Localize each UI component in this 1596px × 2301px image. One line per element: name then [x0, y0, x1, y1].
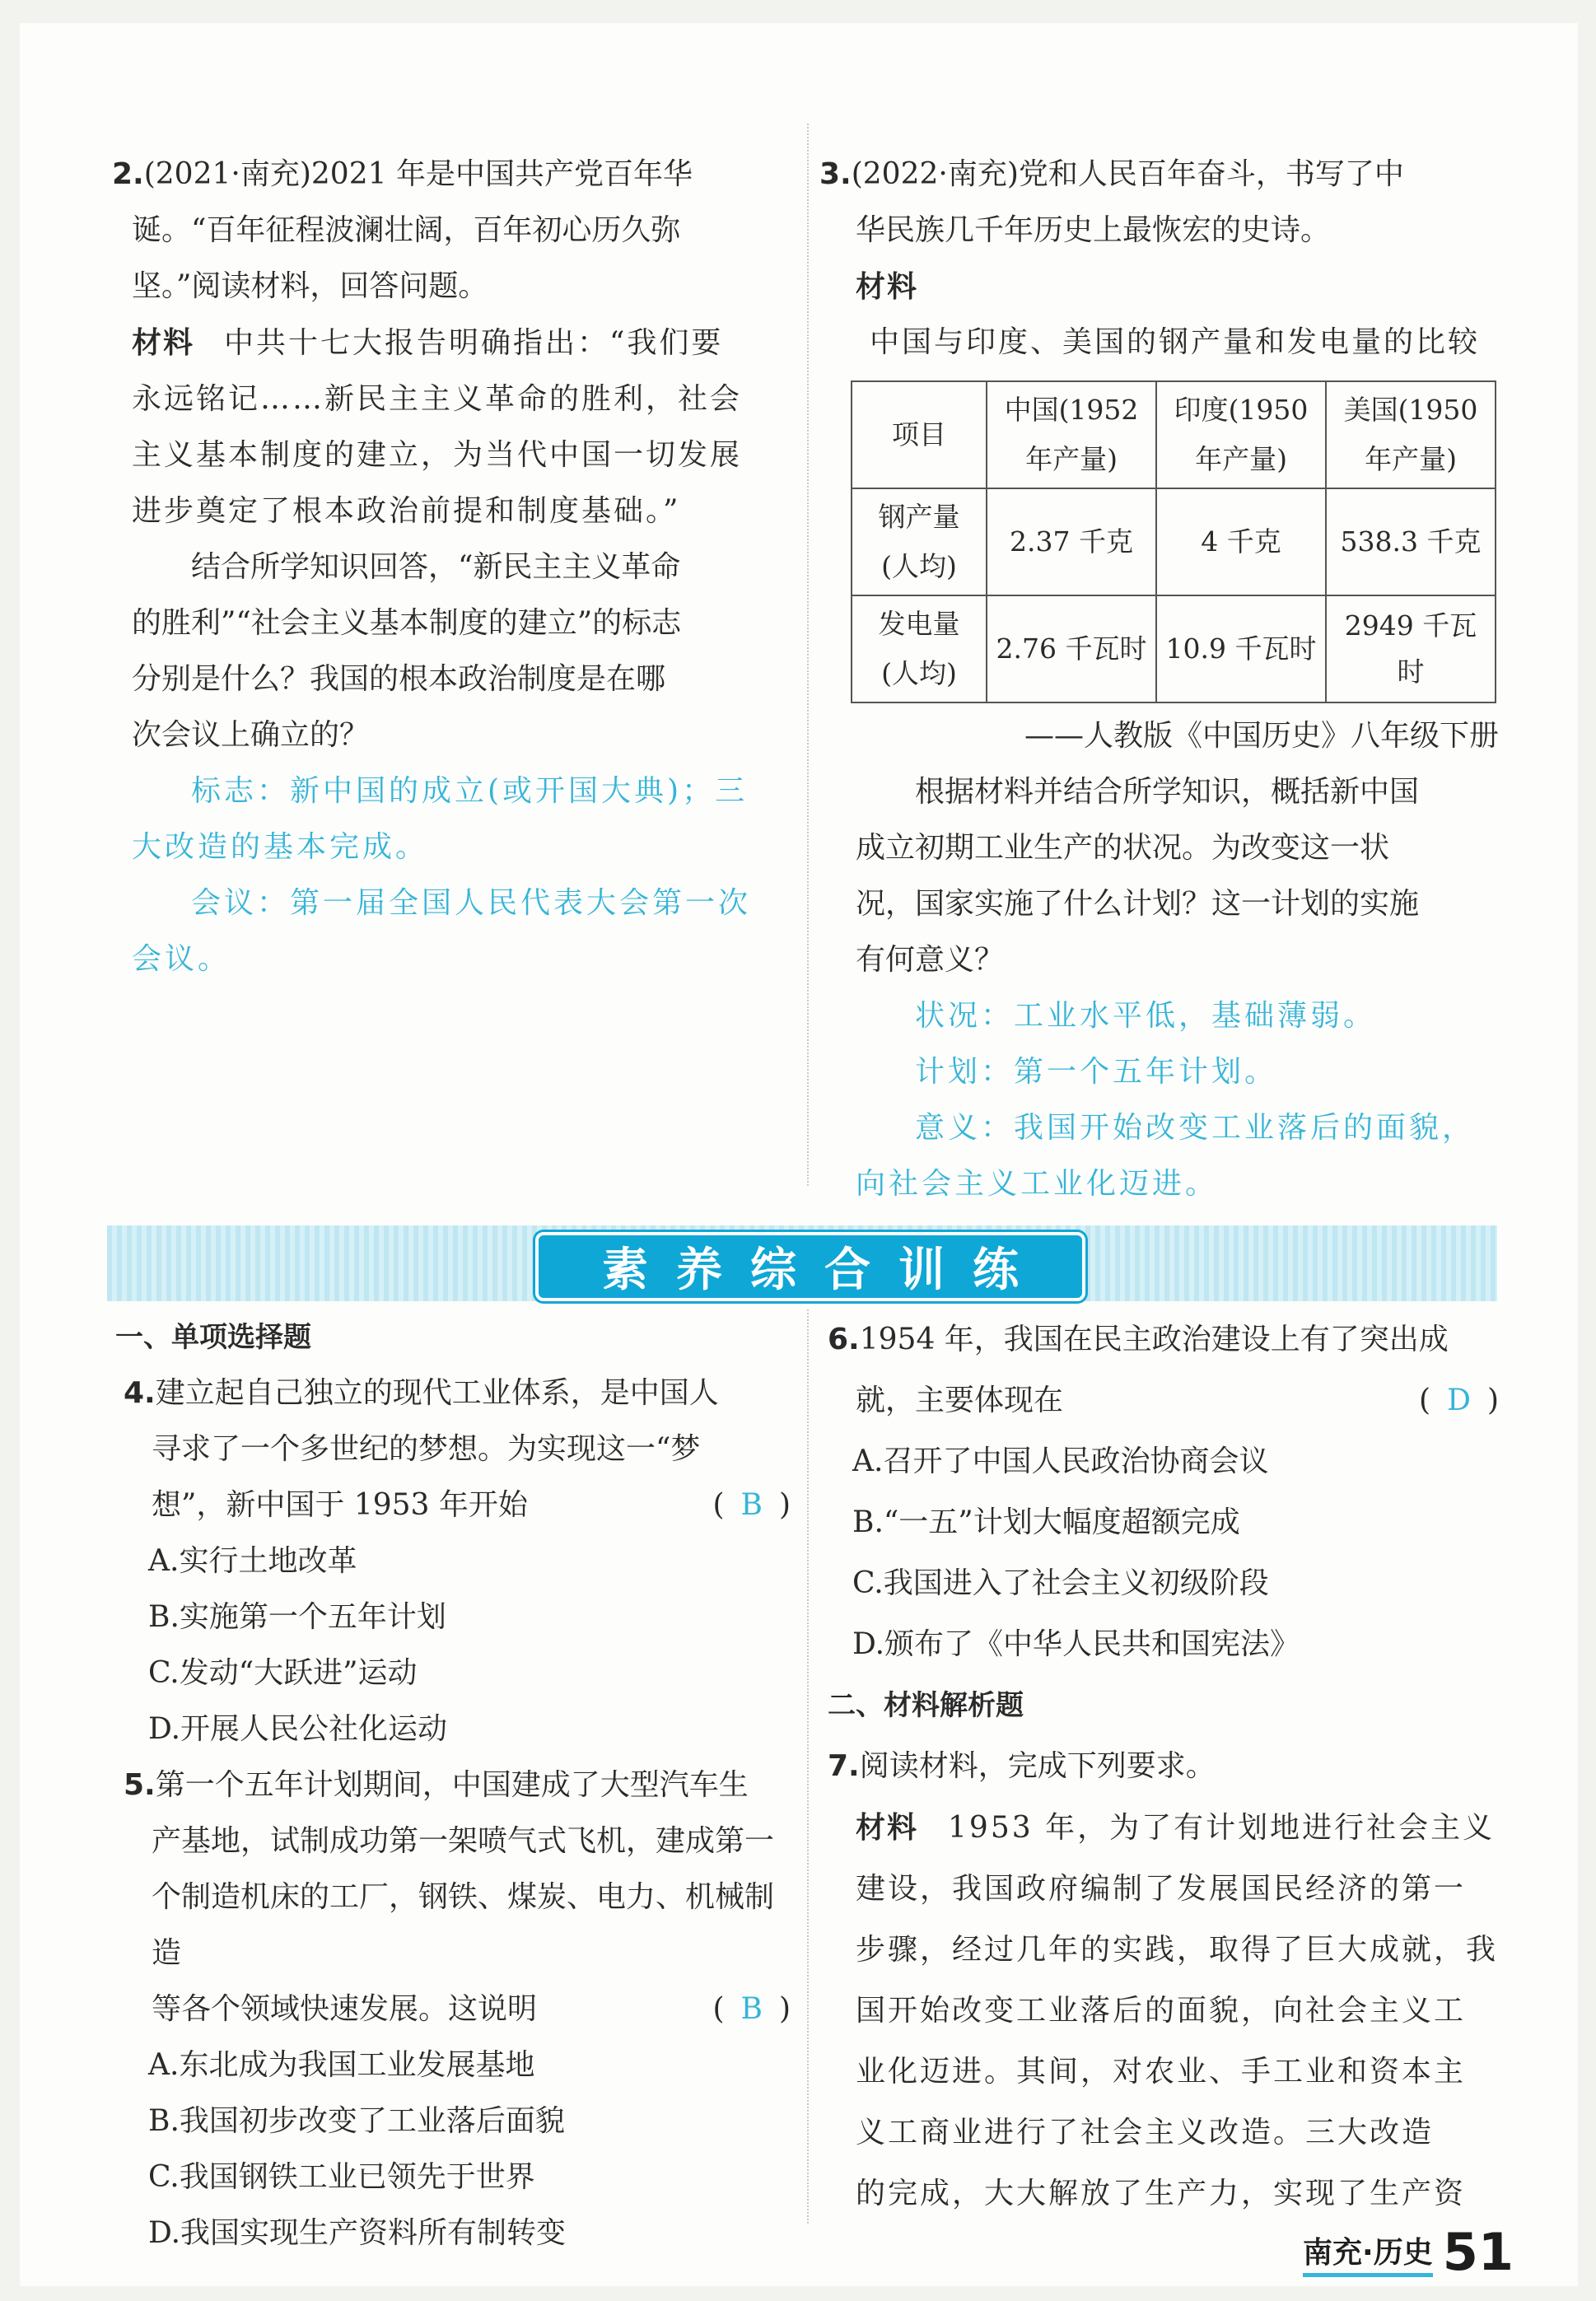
table-row — [852, 488, 1496, 595]
q5-stem-line-4: 等各个领域快速发展。这说明 ( B ) — [124, 1981, 791, 2037]
q7-material-line-7: 的完成，大大解放了生产力，实现了生产资 — [856, 2177, 1467, 2210]
table-header-cell: 中国(1952 年产量) — [987, 381, 1156, 488]
q3-stem-line-1: 3.(2022·南充)党和人民百年奋斗，书写了中 — [819, 157, 1404, 191]
q7-material-line-6: 义工商业进行了社会主义改造。三大改造 — [856, 2116, 1435, 2149]
question-2 — [112, 147, 791, 987]
right-bottom-column — [828, 1309, 1499, 2224]
q4-option-d: D.开展人民公社化运动 — [148, 1712, 448, 1746]
q2-stem-line-1: 2.(2021·南充)2021 年是中国共产党百年华 — [112, 157, 693, 191]
q6-stem-line-2: 就，主要体现在 ( D ) — [828, 1370, 1499, 1431]
q3-number: 3. — [819, 157, 852, 191]
page-footer — [1303, 2222, 1514, 2282]
q5-option-c: C.我国钢铁工业已领先于世界 — [148, 2160, 535, 2194]
q7-material-line-1: 材料 1953 年，为了有计划地进行社会主义 — [856, 1810, 1496, 1845]
q6-stem-line-1: 6.1954 年，我国在民主政治建设上有了突出成 — [828, 1323, 1449, 1356]
q2-answer-line-2: 大改造的基本完成。 — [132, 830, 429, 864]
table-cell: 2.76 千瓦时 — [987, 595, 1156, 702]
table-header-cell: 项目 — [852, 381, 987, 488]
left-bottom-column — [115, 1309, 791, 2261]
q7-material-line-5: 业化迈进。其间，对农业、手工业和资本主 — [856, 2055, 1467, 2089]
q7-material-line-4: 国开始改变工业落后的面貌，向社会主义工 — [856, 1994, 1467, 2028]
q4-stem-line-1: 4.建立起自己独立的现代工业体系，是中国人 — [124, 1376, 719, 1410]
q6-option-d: D.颁布了《中华人民共和国宪法》 — [852, 1627, 1300, 1661]
q3-answer-line-1: 状况：工业水平低，基础薄弱。 — [915, 999, 1377, 1033]
q3-question-line-1: 根据材料并结合所学知识，概括新中国 — [915, 775, 1420, 809]
footer-label: 南充·历史 — [1303, 2229, 1433, 2277]
q2-material-label: 材料 — [132, 325, 195, 360]
q4-stem-line-3: 想”，新中国于 1953 年开始 ( B ) — [124, 1477, 791, 1533]
table-row — [852, 595, 1496, 702]
section-banner — [107, 1225, 1497, 1301]
table-cell: 发电量 (人均) — [852, 595, 987, 702]
q4-option-a: A.实行土地改革 — [148, 1544, 357, 1578]
section-1-title: 一、单项选择题 — [115, 1321, 311, 1354]
q3-answer-line-3: 意义：我国开始改变工业落后的面貌， — [915, 1111, 1476, 1145]
table-cell: 4 千克 — [1156, 488, 1326, 595]
q2-material-line-2: 永远铭记……新民主主义革命的胜利，社会 — [132, 382, 743, 416]
q4-number: 4. — [124, 1376, 156, 1410]
q5-option-a: A.东北成为我国工业发展基地 — [148, 2048, 535, 2082]
q2-material-line-3: 主义基本制度的建立，为当代中国一切发展 — [132, 438, 743, 472]
comparison-table — [851, 380, 1496, 703]
table-header-cell: 美国(1950 年产量) — [1326, 381, 1496, 488]
table-cell: 2949 千瓦时 — [1326, 595, 1496, 702]
q2-question-line-2: 的胜利”“社会主义基本制度的建立”的标志 — [132, 606, 682, 640]
q2-answer-line-3: 会议：第一届全国人民代表大会第一次 — [191, 886, 752, 920]
page-number: 51 — [1442, 2222, 1514, 2282]
q6-answer-bracket: ( D ) — [1419, 1384, 1499, 1417]
q2-question-line-1: 结合所学知识回答，“新民主主义革命 — [191, 550, 681, 584]
q5-stem-line-3: 个制造机床的工厂，钢铁、煤炭、电力、机械制造 — [152, 1880, 775, 1970]
q5-option-b: B.我国初步改变了工业落后面貌 — [148, 2104, 565, 2138]
q2-question-line-3: 分别是什么？我国的根本政治制度是在哪 — [132, 662, 666, 696]
q3-answer-line-4: 向社会主义工业化迈进。 — [856, 1167, 1219, 1201]
q2-answer-line-1: 标志：新中国的成立(或开国大典)；三 — [191, 774, 749, 808]
section-2-title: 二、材料解析题 — [828, 1689, 1024, 1722]
q5-stem-line-2: 产基地，试制成功第一架喷气式飞机，建成第一 — [152, 1824, 775, 1858]
q3-stem-line-2: 华民族几千年历史上最恢宏的史诗。 — [856, 213, 1331, 247]
q6-number: 6. — [828, 1323, 860, 1356]
q3-question-line-4: 有何意义？ — [856, 943, 1005, 977]
q5-option-d: D.我国实现生产资料所有制转变 — [148, 2216, 567, 2250]
q2-number: 2. — [112, 157, 144, 191]
question-3 — [819, 147, 1499, 1212]
q2-material-line-1: 材料 中共十七大报告明确指出：“我们要 — [132, 325, 724, 360]
table-header-cell: 印度(1950 年产量) — [1156, 381, 1326, 488]
q2-stem-line-2: 诞。“百年征程波澜壮阔，百年初心历久弥 — [132, 213, 681, 247]
q5-answer: B — [740, 1992, 763, 2026]
q7-stem: 7.阅读材料，完成下列要求。 — [828, 1749, 1216, 1783]
table-header-row — [852, 381, 1496, 488]
q4-answer: B — [740, 1488, 763, 1522]
column-divider-bottom — [807, 1309, 809, 2224]
q2-answer-line-4: 会议。 — [132, 942, 231, 976]
column-divider-top — [807, 124, 809, 1186]
q7-material-line-2: 建设，我国政府编制了发展国民经济的第一 — [856, 1872, 1467, 1906]
q6-option-c: C.我国进入了社会主义初级阶段 — [852, 1566, 1269, 1600]
q3-material-label: 材料 — [856, 269, 919, 304]
q3-question-line-2: 成立初期工业生产的状况。为改变这一状 — [856, 831, 1390, 865]
table-cell: 10.9 千瓦时 — [1156, 595, 1326, 702]
q3-question-line-3: 况，国家实施了什么计划？这一计划的实施 — [856, 887, 1420, 921]
table-cell: 2.37 千克 — [987, 488, 1156, 595]
q6-option-a: A.召开了中国人民政治协商会议 — [852, 1445, 1269, 1478]
q4-option-c: C.发动“大跃进”运动 — [148, 1656, 418, 1690]
table-cell: 538.3 千克 — [1326, 488, 1496, 595]
q3-table-caption: 中国与印度、美国的钢产量和发电量的比较 — [869, 325, 1480, 359]
q7-material-line-3: 步骤，经过几年的实践，取得了巨大成就，我 — [856, 1933, 1499, 1967]
table-cell: 钢产量 (人均) — [852, 488, 987, 595]
q2-material-line-4: 进步奠定了根本政治前提和制度基础。” — [132, 494, 681, 528]
q4-stem-line-2: 寻求了一个多世纪的梦想。为实现这一“梦 — [152, 1432, 701, 1466]
q6-option-b: B.“一五”计划大幅度超额完成 — [852, 1505, 1240, 1539]
q6-answer: D — [1447, 1384, 1471, 1417]
q7-number: 7. — [828, 1749, 860, 1783]
q2-stem-line-3: 坚。”阅读材料，回答问题。 — [132, 269, 488, 303]
q4-option-b: B.实施第一个五年计划 — [148, 1600, 446, 1634]
q5-stem-line-1: 5.第一个五年计划期间，中国建成了大型汽车生 — [124, 1768, 749, 1802]
banner-title-box — [535, 1232, 1085, 1301]
q3-source: ——人教版《中国历史》八年级下册 — [1024, 719, 1499, 753]
banner-title: 素养综合训练 — [602, 1244, 1047, 1297]
q5-number: 5. — [124, 1768, 156, 1802]
q5-answer-bracket: ( B ) — [712, 1992, 791, 2026]
q7-material-label: 材料 — [856, 1810, 919, 1845]
q4-answer-bracket: ( B ) — [712, 1488, 791, 1522]
q3-answer-line-2: 计划：第一个五年计划。 — [915, 1055, 1278, 1089]
q2-question-line-4: 次会议上确立的？ — [132, 718, 370, 752]
